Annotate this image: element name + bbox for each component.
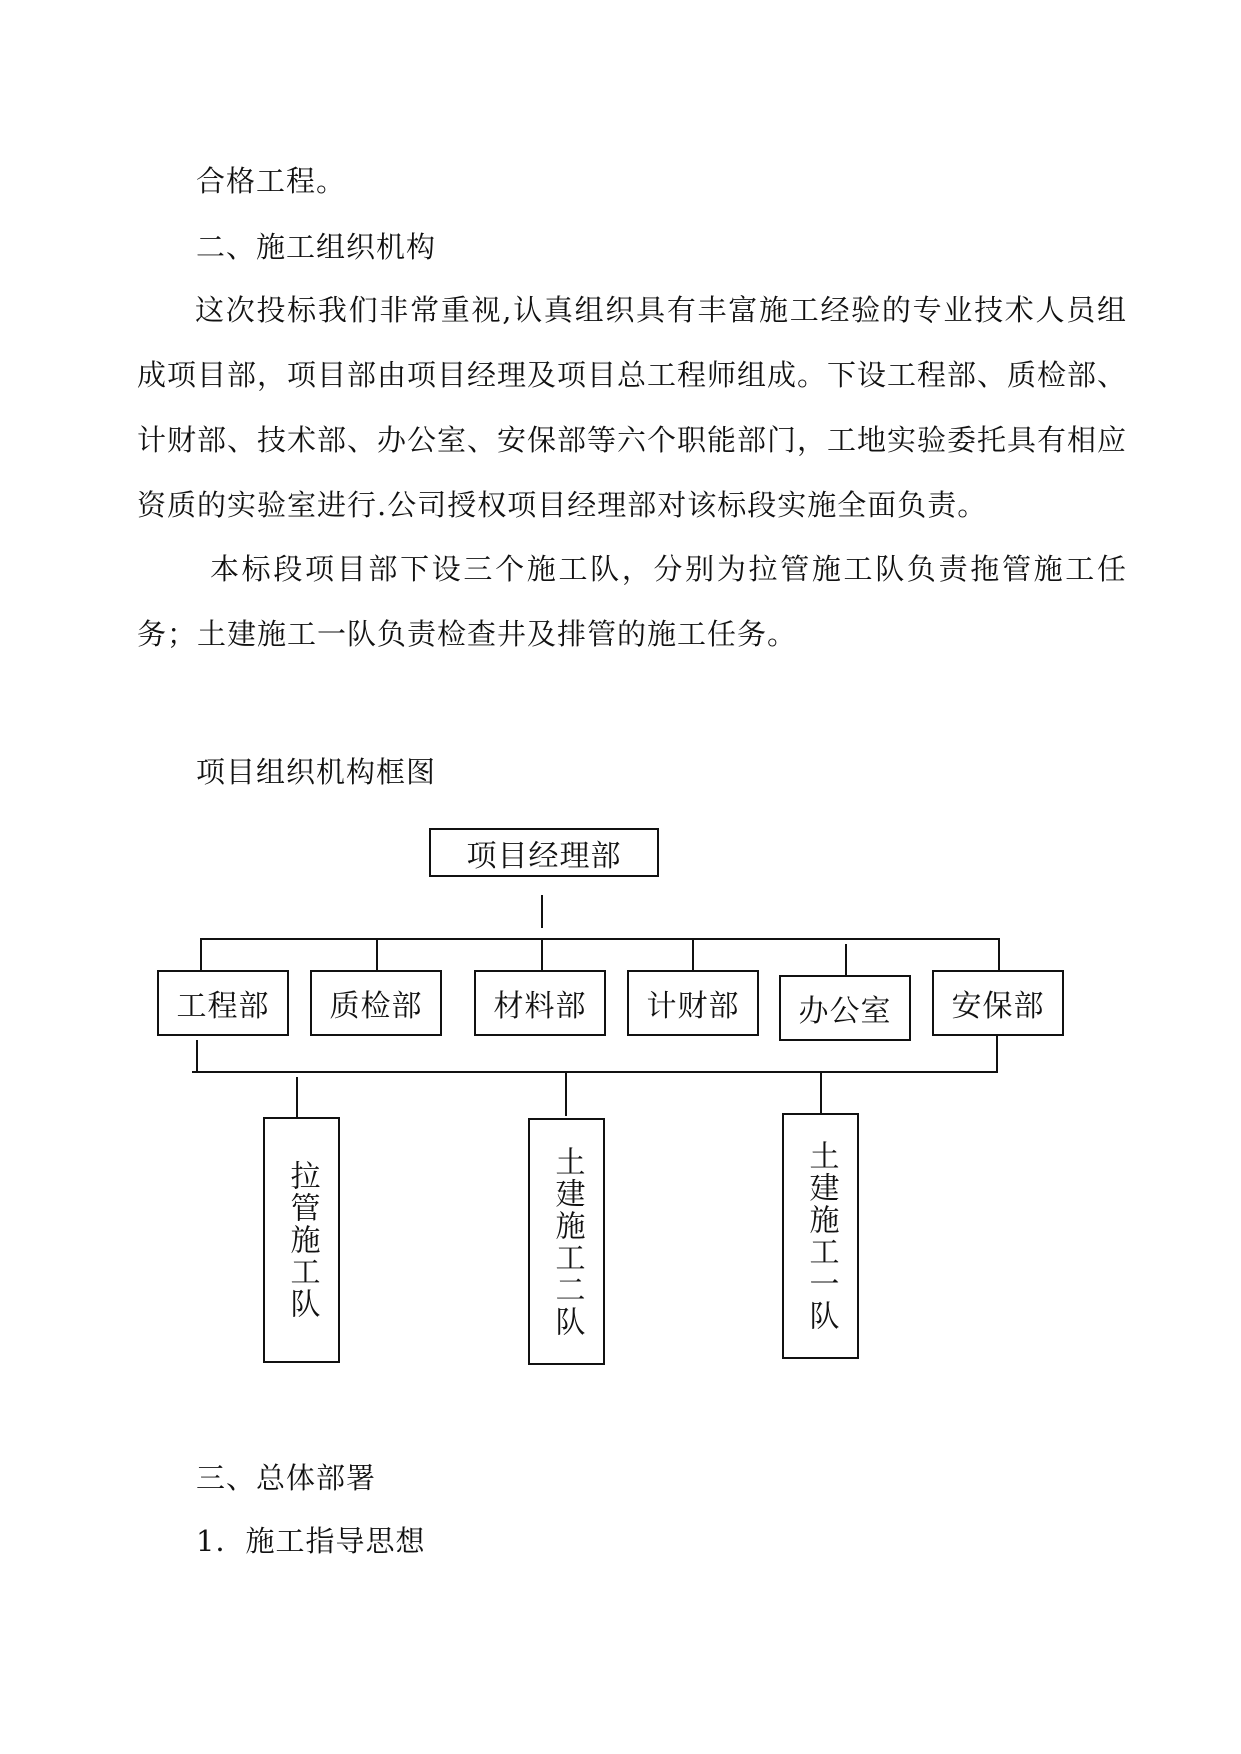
connector-dept-4 [692,938,694,970]
paragraph-organization: 这次投标我们非常重视,认真组织具有丰富施工经验的专业技术人员组成项目部，项目部由项目经理及项目总工程师组成。下设工程部、质检部、计财部、技术部、办公室、安保部等六个职能部门，工地实验委托具有相应资质的实验室进行.公司授权项目经理部对该标段实施全面负责。 [137,293,1128,522]
box-department-quality: 质检部 [310,970,442,1036]
box-department-engineering: 工程部 [157,970,289,1036]
box-department-materials: 材料部 [474,970,606,1036]
connector-bottom-bar [192,1071,998,1073]
connector-dept-6 [998,938,1000,970]
connector-dept-right-down [996,1036,998,1072]
connector-dept-1 [200,938,202,970]
section-heading-3: 三、总体部署 [196,1461,377,1495]
connector-team-1 [296,1077,298,1117]
box-team-pipe-pulling: 拉管施工队 [263,1117,340,1363]
connector-top-down [541,895,543,928]
box-team-civil-2: 土建施工二队 [528,1118,605,1365]
org-chart-caption: 项目组织机构框图 [196,755,437,789]
connector-top-bar [200,938,998,940]
connector-dept-3 [541,938,543,970]
box-department-office: 办公室 [779,975,911,1041]
box-department-finance: 计财部 [627,970,759,1036]
paragraph-teams: 本标段项目部下设三个施工队，分别为拉管施工队负责拖管施工任务；土建施工一队负责检查井及排管的施工任务。 [137,552,1127,651]
connector-team-3 [820,1072,822,1114]
subsection-heading-3-1: 1．施工指导思想 [196,1524,426,1558]
connector-dept-left-down [196,1040,198,1072]
connector-team-2 [565,1072,567,1116]
text-line-continuation: 合格工程。 [196,164,347,198]
section-heading-2: 二、施工组织机构 [196,230,437,264]
box-department-security: 安保部 [932,970,1064,1036]
connector-dept-2 [376,938,378,970]
connector-dept-5 [845,944,847,978]
box-team-civil-1: 土建施工一队 [782,1113,859,1359]
box-project-manager: 项目经理部 [429,828,659,877]
